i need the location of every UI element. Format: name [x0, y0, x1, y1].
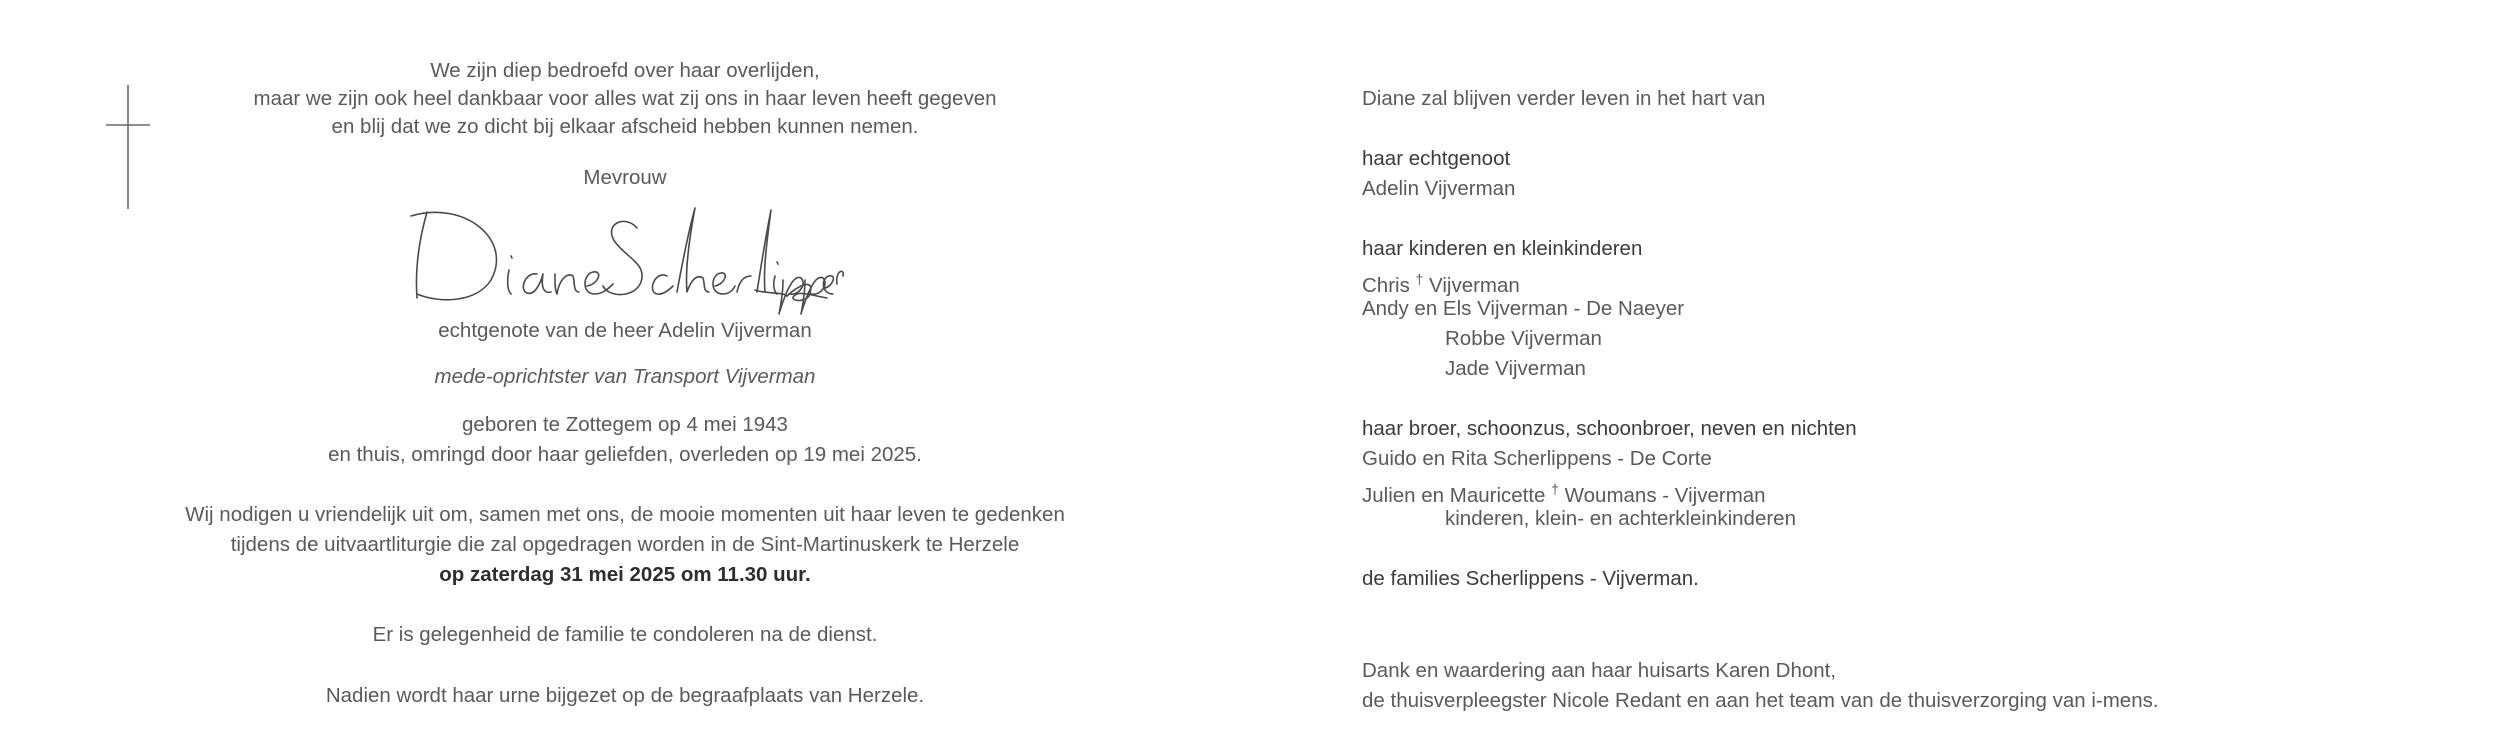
families-line: de families Scherlippens - Vijverman. — [1362, 567, 1699, 590]
spouse-name: Adelin Vijverman — [1362, 177, 1516, 200]
spouse-label: haar echtgenoot — [1362, 147, 1511, 170]
intro-line-1: We zijn diep bedroefd over haar overlijden, — [430, 59, 820, 82]
sibling-2-last-names: Woumans - Vijverman — [1564, 483, 1766, 507]
family-heading: Diane zal blijven verder leven in het hart van — [1362, 87, 1766, 110]
name-signature — [405, 200, 845, 321]
children-label: haar kinderen en kleinkinderen — [1362, 237, 1643, 260]
death-line: en thuis, omringd door haar geliefden, overleden op 19 mei 2025. — [328, 443, 922, 466]
deceased-cross-icon: † — [1551, 481, 1559, 497]
sibling-1: Guido en Rita Scherlippens - De Corte — [1362, 447, 1712, 470]
invitation-line-2: tijdens de uitvaartliturgie die zal opgedragen worden in de Sint-Martinuskerk te Herzele — [230, 533, 1020, 556]
sibling-2-first-names: Julien en Mauricette — [1362, 483, 1546, 507]
thanks-line-1: Dank en waardering aan haar huisarts Karen Dhont, — [1362, 659, 1837, 682]
intro-line-2: maar we zijn ook heel dankbaar voor alles wat zij ons in haar leven heeft gegeven — [253, 87, 997, 110]
invitation-line-1: Wij nodigen u vriendelijk uit om, samen met ons, de mooie momenten uit haar leven te gedenken — [185, 503, 1065, 526]
deceased-cross-icon: † — [1415, 271, 1424, 287]
child-1-last-name: Vijverman — [1429, 273, 1520, 297]
spouse-line: echtgenote van de heer Adelin Vijverman — [438, 319, 812, 342]
thanks-line-2: de thuisverpleegster Nicole Redant en aan het team van de thuisverzorging van i-mens. — [1362, 689, 2159, 712]
condolence-line: Er is gelegenheid de familie te condoleren na de dienst. — [372, 623, 878, 646]
urn-line: Nadien wordt haar urne bijgezet op de begraafplaats van Herzele. — [325, 684, 925, 707]
siblings-label: haar broer, schoonzus, schoonbroer, neven en nichten — [1362, 417, 1857, 440]
cross-icon — [106, 85, 150, 215]
birth-line: geboren te Zottegem op 4 mei 1943 — [462, 413, 788, 436]
role-line: mede-oprichtster van Transport Vijverman — [434, 365, 816, 388]
grandchild-1: Robbe Vijverman — [1445, 327, 1602, 350]
child-2: Andy en Els Vijverman - De Naeyer — [1362, 297, 1685, 320]
child-1-first-name: Chris — [1362, 273, 1410, 297]
intro-line-3: en blij dat we zo dicht bij elkaar afscheid hebben kunnen nemen. — [331, 115, 919, 138]
ceremony-datetime: op zaterdag 31 mei 2025 om 11.30 uur. — [439, 563, 811, 586]
salutation: Mevrouw — [583, 166, 667, 189]
sibling-2-descendants: kinderen, klein- en achterkleinkinderen — [1445, 507, 1796, 530]
grandchild-2: Jade Vijverman — [1445, 357, 1586, 380]
